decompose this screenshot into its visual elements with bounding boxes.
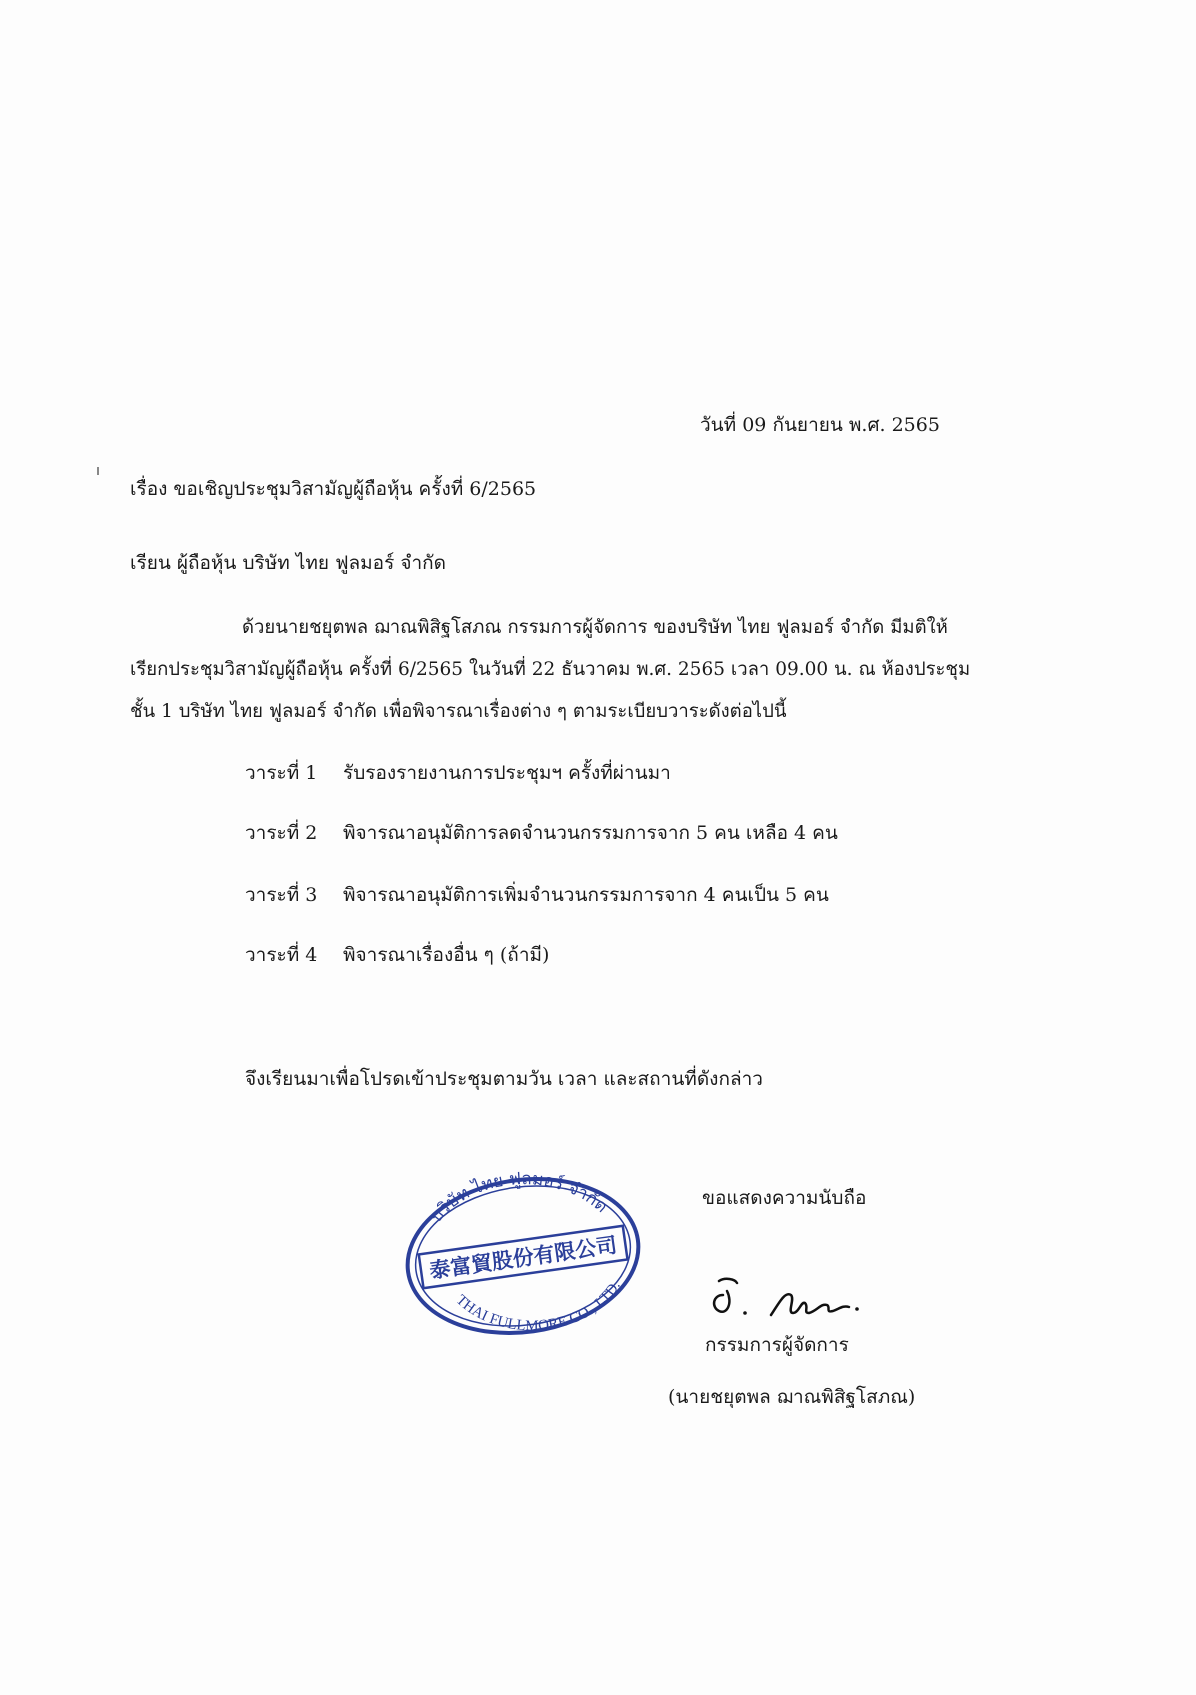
scan-mark xyxy=(97,467,99,475)
closing-sentence: จึงเรียนมาเพื่อโปรดเข้าประชุมตามวัน เวลา และสถานที่ดังกล่าว xyxy=(245,1068,763,1090)
stamp-bottom-text: THAI FULLMORE CO., LTD. xyxy=(452,1278,624,1335)
agenda-number: วาระที่ 4 xyxy=(245,944,318,966)
agenda-number: วาระที่ 2 xyxy=(245,822,318,844)
regards-line: ขอแสดงความนับถือ xyxy=(702,1187,867,1209)
signer-name: (นายชยุตพล ฌาณพิสิฐโสภณ) xyxy=(668,1386,916,1408)
agenda-text: พิจารณาเรื่องอื่น ๆ (ถ้ามี) xyxy=(343,944,550,966)
agenda-number: วาระที่ 3 xyxy=(245,884,318,906)
stamp-middle-text: 泰富貿股份有限公司 xyxy=(427,1231,619,1284)
agenda-text: รับรองรายงานการประชุมฯ ครั้งที่ผ่านมา xyxy=(343,762,671,784)
company-stamp xyxy=(398,1168,648,1338)
agenda-number: วาระที่ 1 xyxy=(245,762,318,784)
letter-date: วันที่ 09 กันยายน พ.ศ. 2565 xyxy=(700,414,940,436)
agenda-text: พิจารณาอนุมัติการเพิ่มจำนวนกรรมการจาก 4 คนเป็น 5 คน xyxy=(343,884,829,906)
body-line-2: เรียกประชุมวิสามัญผู้ถือหุ้น ครั้งที่ 6/2565 ในวันที่ 22 ธันวาคม พ.ศ. 2565 เวลา 09.00 น. ณ ห้องประชุม xyxy=(130,659,971,680)
agenda-text: พิจารณาอนุมัติการลดจำนวนกรรมการจาก 5 คน เหลือ 4 คน xyxy=(343,822,838,844)
signer-title: กรรมการผู้จัดการ xyxy=(705,1334,849,1356)
letter-recipient: เรียน ผู้ถือหุ้น บริษัท ไทย ฟูลมอร์ จำกัด xyxy=(130,552,446,574)
letter-subject: เรื่อง ขอเชิญประชุมวิสามัญผู้ถือหุ้น ครั้งที่ 6/2565 xyxy=(130,478,537,500)
handwritten-signature xyxy=(705,1273,885,1333)
stamp-top-text: บริษัท ไทย ฟูลมอร์ จำกัด xyxy=(426,1169,612,1227)
body-line-3: ชั้น 1 บริษัท ไทย ฟูลมอร์ จำกัด เพื่อพิจารณาเรื่องต่าง ๆ ตามระเบียบวาระดังต่อไปนี้ xyxy=(130,701,787,722)
body-line-1: ด้วยนายชยุตพล ฌาณพิสิฐโสภณ กรรมการผู้จัดการ ของบริษัท ไทย ฟูลมอร์ จำกัด มีมติให้ xyxy=(242,617,948,638)
